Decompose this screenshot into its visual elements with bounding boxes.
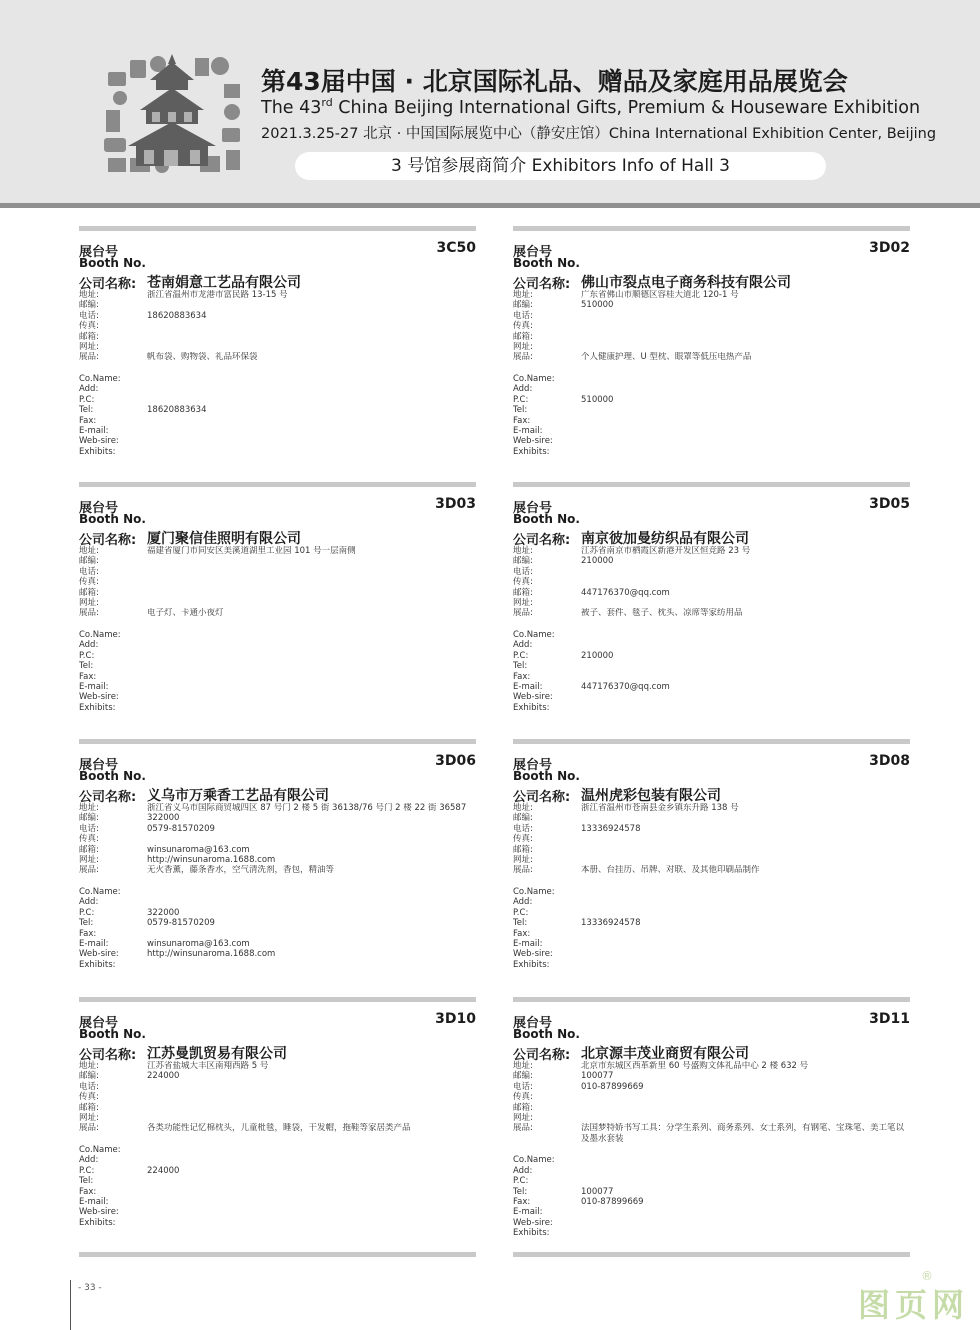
field-value-en: 18620883634 xyxy=(147,405,207,416)
field-label-zh: 网址: xyxy=(79,1113,99,1123)
exhibition-title-en xyxy=(261,96,920,118)
field-label-en: Fax: xyxy=(79,928,97,939)
company-label: 公司名称: xyxy=(79,790,137,805)
field-label-en: Exhibits: xyxy=(513,446,550,457)
field-label-en: Exhibits: xyxy=(79,446,116,457)
company-label: 公司名称: xyxy=(79,533,137,548)
field-label-en: Tel: xyxy=(79,1176,94,1187)
field-value-zh: 224000 xyxy=(147,1071,180,1082)
footer-rule xyxy=(70,1280,71,1330)
field-label-en: Add: xyxy=(513,897,533,908)
field-label-en: P.C: xyxy=(79,650,95,661)
field-value-zh: 广东省佛山市顺德区容桂大道北 120-1 号 xyxy=(581,290,739,300)
field-label-en: Fax: xyxy=(513,671,531,682)
field-label-en: Co.Name: xyxy=(513,887,555,897)
field-label-zh: 电话: xyxy=(79,566,99,577)
field-label-en: Tel: xyxy=(513,1186,528,1197)
field-label-zh: 展品: xyxy=(79,352,99,363)
field-label-en: Exhibits: xyxy=(513,702,550,713)
field-label-en: Exhibits: xyxy=(513,959,550,970)
field-label-en: Fax: xyxy=(79,671,97,682)
field-label-zh: 传真: xyxy=(79,834,99,845)
field-value-en: 100077 xyxy=(581,1186,614,1197)
field-value-zh: 010-87899669 xyxy=(581,1081,644,1092)
field-label-zh: 电话: xyxy=(513,566,533,577)
field-label-en: P.C: xyxy=(79,1165,95,1176)
field-label-zh: 邮箱: xyxy=(79,331,99,342)
field-value-zh: 无火香薰，藤条香水，空气清洗剂，香包，精油等 xyxy=(147,865,335,876)
title-en-suffix: China Beijing International Gifts, Premium & Houseware Exhibition xyxy=(332,98,921,118)
field-label-zh: 展品: xyxy=(513,608,533,619)
booth-number: 3D03 xyxy=(435,496,476,512)
field-value-zh: 510000 xyxy=(581,300,614,311)
field-label-en: Web-sire: xyxy=(513,436,553,447)
booth-label-en: Booth No. xyxy=(513,769,580,783)
field-label-zh: 展品: xyxy=(79,1123,99,1134)
field-value-zh: 100077 xyxy=(581,1071,614,1082)
field-label-en: Add: xyxy=(79,897,99,908)
watermark-registered-mark: ® xyxy=(921,1269,933,1283)
company-label: 公司名称: xyxy=(513,533,571,548)
field-value-en: 13336924578 xyxy=(581,918,641,929)
field-label-en: Web-sire: xyxy=(79,949,119,960)
field-label-en: Add: xyxy=(79,1155,99,1166)
field-label-en: E-mail: xyxy=(513,1207,543,1218)
field-label-zh: 邮箱: xyxy=(513,844,533,855)
field-value-zh: 210000 xyxy=(581,556,614,567)
field-value-zh: 被子、套件、毯子、枕头、凉席等家纺用品 xyxy=(581,608,743,619)
field-label-en: Co.Name: xyxy=(513,1155,555,1166)
booth-label-zh: 展台号 xyxy=(79,245,119,260)
field-label-zh: 传真: xyxy=(513,834,533,845)
field-label-en: Fax: xyxy=(513,1197,531,1207)
field-label-zh: 网址: xyxy=(79,598,99,608)
page-header xyxy=(0,0,980,203)
booth-label-zh: 展台号 xyxy=(513,1016,553,1031)
field-label-en: P.C: xyxy=(79,907,95,918)
field-label-en: Web-sire: xyxy=(513,692,553,703)
field-label-en: Add: xyxy=(79,640,99,651)
field-label-zh: 邮箱: xyxy=(79,587,99,598)
field-value-en: http://winsunaroma.1688.com xyxy=(147,949,276,960)
field-label-zh: 邮编: xyxy=(513,556,533,567)
field-label-zh: 网址: xyxy=(79,342,99,352)
field-label-en: Fax: xyxy=(79,415,97,426)
field-label-zh: 电话: xyxy=(513,823,533,834)
field-value-zh: 18620883634 xyxy=(147,310,207,321)
field-label-en: Co.Name: xyxy=(79,1145,121,1155)
field-label-zh: 邮箱: xyxy=(79,844,99,855)
field-label-en: Fax: xyxy=(513,928,531,939)
field-label-en: Co.Name: xyxy=(79,374,121,384)
field-label-zh: 网址: xyxy=(79,855,99,865)
field-value-zh: 个人健康护理、U 型枕、眼罩等低压电热产品 xyxy=(581,352,752,363)
watermark-logo: 图页网 xyxy=(858,1286,970,1324)
field-label-zh: 传真: xyxy=(513,1092,533,1103)
field-label-zh: 邮箱: xyxy=(513,587,533,598)
field-label-zh: 电话: xyxy=(79,1081,99,1092)
field-label-en: Add: xyxy=(79,384,99,395)
company-name: 苍南娟意工艺品有限公司 xyxy=(147,275,301,291)
field-label-zh: 邮编: xyxy=(513,813,533,824)
booth-label-en: Booth No. xyxy=(513,512,580,526)
field-label-en: Fax: xyxy=(513,415,531,426)
field-label-zh: 电话: xyxy=(79,823,99,834)
field-label-en: Web-sire: xyxy=(79,692,119,703)
field-value-zh: 江苏省南京市栖霞区新港开发区恒竞路 23 号 xyxy=(581,546,751,556)
booth-number: 3D08 xyxy=(869,753,910,769)
field-label-en: E-mail: xyxy=(513,939,543,949)
company-label: 公司名称: xyxy=(79,1048,137,1063)
card-divider xyxy=(513,1252,910,1257)
field-value-en: 510000 xyxy=(581,394,614,405)
field-label-zh: 邮编: xyxy=(513,300,533,311)
field-value-en: 447176370@qq.com xyxy=(581,682,670,692)
field-label-zh: 邮箱: xyxy=(513,1102,533,1113)
field-label-en: Tel: xyxy=(79,661,94,672)
field-label-zh: 传真: xyxy=(513,577,533,588)
field-label-en: Tel: xyxy=(79,918,94,929)
field-label-zh: 展品: xyxy=(513,1123,533,1134)
field-label-en: P.C: xyxy=(513,907,529,918)
field-label-zh: 邮编: xyxy=(79,1071,99,1082)
field-label-en: Tel: xyxy=(79,405,94,416)
field-value-zh: 447176370@qq.com xyxy=(581,587,670,598)
field-value-zh: 浙江省温州市苍南县金乡镇东升路 138 号 xyxy=(581,803,739,813)
field-label-zh: 邮编: xyxy=(79,556,99,567)
field-label-en: Add: xyxy=(513,640,533,651)
card-divider xyxy=(513,226,910,231)
field-label-en: E-mail: xyxy=(79,1197,109,1207)
booth-label-zh: 展台号 xyxy=(79,758,119,773)
field-value-zh: 法国梦特娇书写工具：分学生系列、商务系列、女士系列，有钢笔、宝珠笔、美工笔以及墨水套装 xyxy=(581,1123,905,1144)
field-label-en: Web-sire: xyxy=(513,1217,553,1228)
booth-number: 3D02 xyxy=(869,240,910,256)
field-label-en: Add: xyxy=(513,384,533,395)
exhibition-logo-icon xyxy=(100,50,245,176)
field-label-zh: 地址: xyxy=(79,546,99,556)
field-value-en: 322000 xyxy=(147,907,180,918)
company-name: 温州虎彩包装有限公司 xyxy=(581,788,721,804)
booth-label-zh: 展台号 xyxy=(513,758,553,773)
field-label-en: Fax: xyxy=(79,1186,97,1197)
field-value-zh: 帆布袋、购物袋、礼品环保袋 xyxy=(147,352,258,363)
field-label-en: E-mail: xyxy=(513,426,543,436)
field-label-en: Exhibits: xyxy=(79,702,116,713)
field-value-zh: 江苏省盐城大丰区南翔西路 5 号 xyxy=(147,1061,269,1071)
field-label-en: Exhibits: xyxy=(513,1228,550,1239)
field-value-zh: winsunaroma@163.com xyxy=(147,844,250,855)
company-name: 厦门聚信佳照明有限公司 xyxy=(147,531,301,547)
booth-number: 3D06 xyxy=(435,753,476,769)
field-value-en: 0579-81570209 xyxy=(147,918,215,929)
company-label: 公司名称: xyxy=(79,277,137,292)
company-name: 南京彼加曼纺织品有限公司 xyxy=(581,531,749,547)
field-label-zh: 邮编: xyxy=(513,1071,533,1082)
exhibition-title-zh: 第43届中国 · 北京国际礼品、赠品及家庭用品展览会 xyxy=(261,67,848,96)
field-label-en: P.C: xyxy=(79,394,95,405)
exhibition-date-venue: 2021.3.25-27 北京 · 中国国际展览中心（静安庄馆）China International Exhibition Center, Beijing xyxy=(261,126,937,142)
field-label-zh: 传真: xyxy=(513,321,533,332)
title-en-ordinal: rd xyxy=(321,96,333,109)
field-value-zh: 福建省厦门市同安区美溪道湖里工业园 101 号一层南侧 xyxy=(147,546,356,556)
field-value-en: winsunaroma@163.com xyxy=(147,939,250,949)
field-label-en: P.C: xyxy=(513,394,529,405)
company-name: 义乌市万乘香工艺品有限公司 xyxy=(147,788,329,804)
booth-label-en: Booth No. xyxy=(79,256,146,270)
field-value-zh: 13336924578 xyxy=(581,823,641,834)
field-label-zh: 地址: xyxy=(79,290,99,300)
card-divider xyxy=(513,739,910,744)
field-label-zh: 地址: xyxy=(79,1061,99,1071)
field-label-zh: 传真: xyxy=(79,321,99,332)
field-label-zh: 网址: xyxy=(513,342,533,352)
field-label-en: Exhibits: xyxy=(79,959,116,970)
field-label-zh: 网址: xyxy=(513,598,533,608)
field-label-zh: 地址: xyxy=(513,1061,533,1071)
field-value-zh: 各类功能性记忆棉枕头，儿童枇毯，睡袋，干发帽，拖鞋等家居类产品 xyxy=(147,1123,411,1134)
field-label-en: Tel: xyxy=(513,661,528,672)
company-label: 公司名称: xyxy=(513,277,571,292)
field-value-en: 010-87899669 xyxy=(581,1197,644,1207)
field-value-en: 210000 xyxy=(581,650,614,661)
field-label-en: E-mail: xyxy=(79,426,109,436)
field-label-zh: 展品: xyxy=(513,352,533,363)
field-label-zh: 传真: xyxy=(79,577,99,588)
booth-label-en: Booth No. xyxy=(513,1027,580,1041)
field-label-en: E-mail: xyxy=(79,682,109,692)
field-label-zh: 邮箱: xyxy=(79,1102,99,1113)
hall-title: 3 号馆参展商简介 Exhibitors Info of Hall 3 xyxy=(295,152,826,180)
field-label-en: Co.Name: xyxy=(513,630,555,640)
field-label-en: Web-sire: xyxy=(79,436,119,447)
field-value-en: 224000 xyxy=(147,1165,180,1176)
field-label-en: E-mail: xyxy=(79,939,109,949)
field-label-en: Co.Name: xyxy=(513,374,555,384)
field-label-zh: 地址: xyxy=(79,803,99,813)
field-label-en: Tel: xyxy=(513,918,528,929)
booth-label-en: Booth No. xyxy=(79,512,146,526)
booth-number: 3C50 xyxy=(436,240,476,256)
booth-number: 3D10 xyxy=(435,1011,476,1027)
field-label-en: Web-sire: xyxy=(79,1207,119,1218)
field-label-en: Web-sire: xyxy=(513,949,553,960)
field-label-zh: 电话: xyxy=(79,310,99,321)
field-label-zh: 展品: xyxy=(513,865,533,876)
field-label-zh: 邮箱: xyxy=(513,331,533,342)
card-divider xyxy=(513,997,910,1002)
field-label-zh: 网址: xyxy=(513,855,533,865)
page-number: - 33 - xyxy=(78,1283,102,1293)
field-label-zh: 邮编: xyxy=(79,300,99,311)
booth-label-zh: 展台号 xyxy=(513,501,553,516)
field-label-en: Co.Name: xyxy=(79,630,121,640)
field-label-en: Co.Name: xyxy=(79,887,121,897)
title-en-prefix: The 43 xyxy=(261,98,322,118)
field-label-zh: 展品: xyxy=(79,608,99,619)
company-name: 江苏曼凯贸易有限公司 xyxy=(147,1046,287,1062)
field-label-zh: 传真: xyxy=(79,1092,99,1103)
card-divider xyxy=(79,739,476,744)
field-label-en: P.C: xyxy=(513,650,529,661)
card-divider xyxy=(79,1252,476,1257)
field-label-zh: 电话: xyxy=(513,310,533,321)
field-value-zh: 浙江省温州市龙港市富民路 13-15 号 xyxy=(147,290,288,300)
booth-label-en: Booth No. xyxy=(79,769,146,783)
booth-label-zh: 展台号 xyxy=(79,501,119,516)
card-divider xyxy=(79,997,476,1002)
booth-label-en: Booth No. xyxy=(513,256,580,270)
field-label-en: E-mail: xyxy=(513,682,543,692)
field-value-zh: 0579-81570209 xyxy=(147,823,215,834)
company-name: 佛山市裂点电子商务科技有限公司 xyxy=(581,275,791,291)
field-label-en: Tel: xyxy=(513,405,528,416)
booth-label-en: Booth No. xyxy=(79,1027,146,1041)
field-value-zh: 本册、台挂历、吊牌、对联、及其他印刷品制作 xyxy=(581,865,760,876)
field-label-zh: 电话: xyxy=(513,1081,533,1092)
card-divider xyxy=(79,226,476,231)
field-value-zh: 322000 xyxy=(147,813,180,824)
field-label-zh: 展品: xyxy=(79,865,99,876)
field-label-zh: 地址: xyxy=(513,290,533,300)
card-divider xyxy=(513,482,910,487)
company-label: 公司名称: xyxy=(513,1048,571,1063)
header-divider xyxy=(0,203,980,208)
company-name: 北京源丰茂业商贸有限公司 xyxy=(581,1046,749,1062)
field-label-en: Add: xyxy=(513,1165,533,1176)
booth-label-zh: 展台号 xyxy=(513,245,553,260)
booth-number: 3D05 xyxy=(869,496,910,512)
field-value-zh: 电子灯、卡通小夜灯 xyxy=(147,608,224,619)
company-label: 公司名称: xyxy=(513,790,571,805)
booth-label-zh: 展台号 xyxy=(79,1016,119,1031)
field-value-zh: 浙江省义乌市国际商贸城四区 87 号门 2 楼 5 街 36138/76 号门 2 楼 22 街 36587 xyxy=(147,803,467,813)
field-label-zh: 地址: xyxy=(513,546,533,556)
field-value-zh: 北京市东城区西革新里 60 号盛购文体礼品中心 2 楼 632 号 xyxy=(581,1061,809,1071)
field-label-en: P.C: xyxy=(513,1176,529,1187)
field-label-zh: 网址: xyxy=(513,1113,533,1123)
card-divider xyxy=(79,482,476,487)
field-label-en: Exhibits: xyxy=(79,1217,116,1228)
field-value-zh: http://winsunaroma.1688.com xyxy=(147,855,276,865)
field-label-zh: 邮编: xyxy=(79,813,99,824)
field-label-zh: 地址: xyxy=(513,803,533,813)
booth-number: 3D11 xyxy=(869,1011,910,1027)
